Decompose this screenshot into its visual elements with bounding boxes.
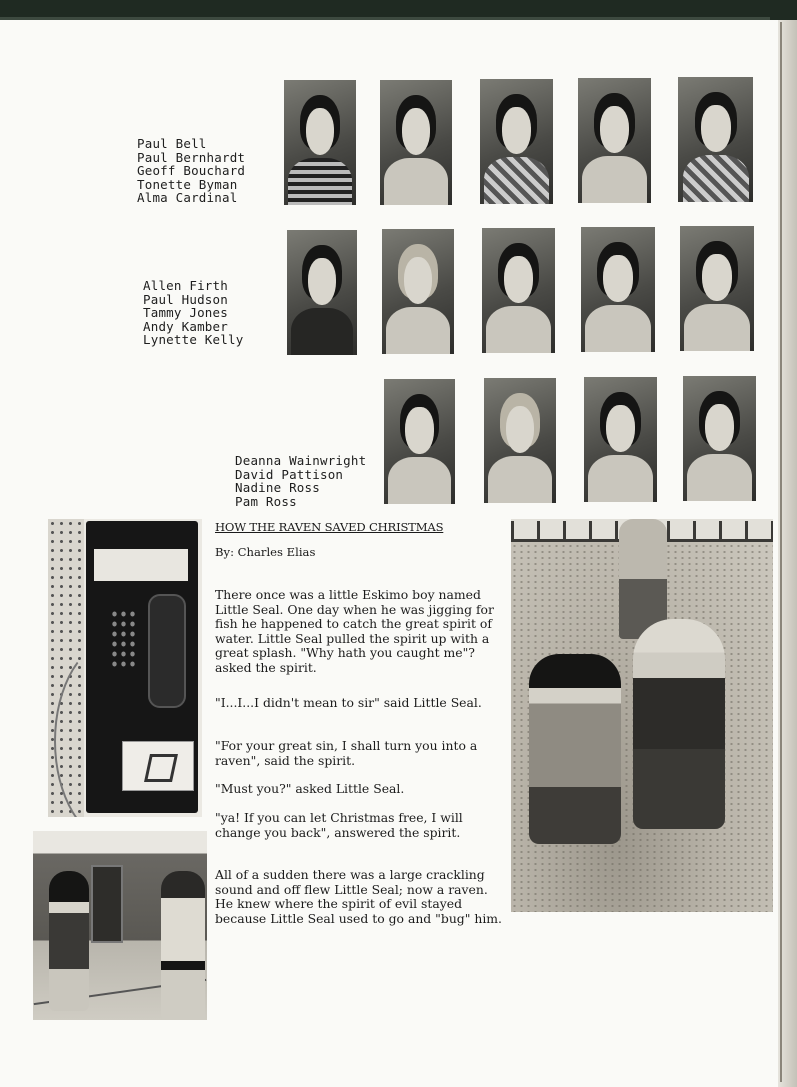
story-paragraph: There once was a little Eskimo boy named Little Seal. One day when he was jigging for fish he happened to catch the great spirit of water. Little Seal pulled the spirit up with a great splash. "Why hath you caught me"? asked the spirit. xyxy=(215,587,494,675)
story-paragraph: "ya! If you can let Christmas free, I will change you back", answered the spirit. xyxy=(215,810,463,840)
student-portrait xyxy=(482,228,555,353)
student-portrait xyxy=(382,229,454,354)
student-portrait xyxy=(287,230,357,355)
student-name: Geoff Bouchard xyxy=(137,163,246,179)
student-name: Paul Hudson xyxy=(143,291,228,307)
student-name: Pam Ross xyxy=(235,493,297,509)
student-portrait xyxy=(683,376,756,501)
story-paragraph: "Must you?" asked Little Seal. xyxy=(215,781,405,796)
student-portrait xyxy=(384,379,455,504)
row2-name-list xyxy=(143,279,243,347)
spine-edge xyxy=(780,22,782,1082)
story-title: HOW THE RAVEN SAVED CHRISTMAS xyxy=(215,520,444,534)
story-paragraph: "I...I...I didn't mean to sir" said Little Seal. xyxy=(215,695,482,710)
student-portrait xyxy=(680,226,754,351)
story-paragraph: "For your great sin, I shall turn you into a raven", said the spirit. xyxy=(215,738,478,768)
student-name: Paul Bell xyxy=(137,136,207,151)
gym-photo xyxy=(33,831,207,1020)
page-top-band xyxy=(0,0,797,20)
student-name: Alma Cardinal xyxy=(137,190,238,206)
student-portrait xyxy=(484,378,556,503)
row1-name-list xyxy=(137,137,245,205)
student-name: Allen Firth xyxy=(143,278,228,293)
student-name: Nadine Ross xyxy=(235,480,320,496)
student-name: Lynette Kelly xyxy=(143,332,244,348)
story-paragraph: All of a sudden there was a large crackling sound and off flew Little Seal; now a raven. He knew where the spirit of evil stayed because Little Seal used to go and "bug" him. xyxy=(215,867,502,926)
student-name: Tonette Byman xyxy=(137,176,238,192)
payphone-photo xyxy=(48,519,202,817)
student-portrait xyxy=(581,227,655,352)
student-portrait xyxy=(380,80,452,205)
student-portrait xyxy=(284,80,356,205)
student-name: Paul Bernhardt xyxy=(137,149,246,165)
student-portrait xyxy=(578,78,651,203)
student-portrait xyxy=(678,77,753,202)
student-name: Deanna Wainwright xyxy=(235,453,367,468)
student-portrait xyxy=(584,377,657,502)
story-byline: By: Charles Elias xyxy=(215,545,316,559)
student-portrait xyxy=(480,79,553,204)
student-name: Andy Kamber xyxy=(143,318,228,334)
student-name: David Pattison xyxy=(235,466,344,482)
student-name: Tammy Jones xyxy=(143,305,228,321)
field-photo xyxy=(511,519,773,912)
row3-name-list xyxy=(235,454,366,508)
